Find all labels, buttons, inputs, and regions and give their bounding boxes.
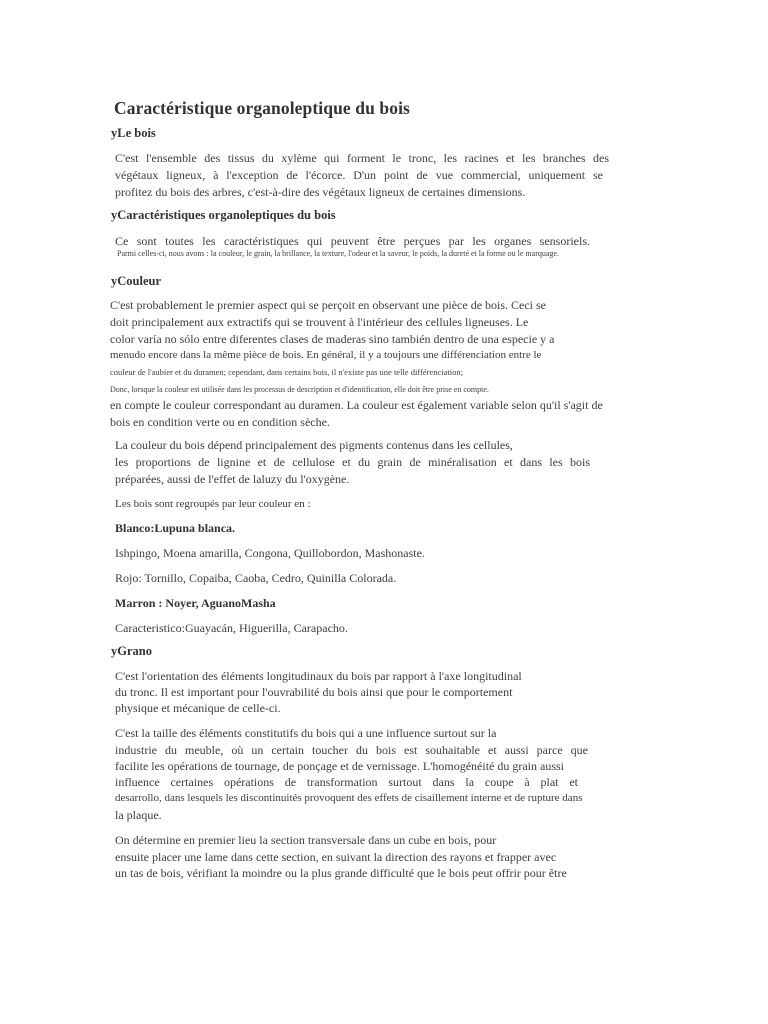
- paragraph-line: industrie du meuble, où un certain toucher du bois est souhaitable et aussi parce que: [115, 743, 588, 757]
- paragraph-line: influence certaines opérations de transformation surtout dans la coupe à plat et: [115, 775, 578, 789]
- paragraph-line: On détermine en premier lieu la section transversale dans un cube en bois, pour: [115, 833, 497, 847]
- paragraph-line: ensuite placer une lame dans cette section, en suivant la direction des rayons et frapper avec: [115, 850, 557, 864]
- paragraph-line: profitez du bois des arbres, c'est-à-dire des végétaux ligneux de certaines dimensions.: [115, 185, 526, 199]
- paragraph-line-small: couleur de l'aubier et du duramen; cependant, dans certains bois, il n'existe pas une telle différenciation;: [110, 367, 463, 377]
- color-group-rojo: Rojo: Tornillo, Copaiba, Caoba, Cedro, Quinilla Colorada.: [115, 571, 397, 585]
- color-group-amarillo: Ishpingo, Moena amarilla, Congona, Quillobordon, Mashonaste.: [115, 546, 425, 560]
- section-heading-grano: yGrano: [111, 644, 152, 658]
- paragraph-line: C'est l'ensemble des tissus du xylème qui forment le tronc, les racines et les branches des: [115, 151, 609, 165]
- section-heading-couleur: yCouleur: [111, 274, 161, 288]
- paragraph-line: Les bois sont regroupés par leur couleur en :: [115, 498, 311, 510]
- paragraph-line: les proportions de lignine et de cellulose et du grain de minéralisation et dans les bois: [115, 455, 590, 469]
- page-title: Caractéristique organoleptique du bois: [114, 98, 410, 118]
- paragraph-line: bois en condition verte ou en condition sèche.: [110, 415, 330, 429]
- section-heading-caracteristiques: yCaractéristiques organoleptiques du bois: [111, 208, 336, 222]
- color-group-marron: Marron : Noyer, AguanoMasha: [115, 596, 276, 610]
- paragraph-line-small: Parmi celles-ci, nous avons : la couleur, le grain, la brillance, la texture, l'odeur et la saveur, le poids, la dureté et la forme ou le marquage.: [117, 249, 559, 258]
- paragraph-line: physique et mécanique de celle-ci.: [115, 701, 281, 715]
- paragraph-line: facilite les opérations de tournage, de ponçage et de vernissage. L'homogénéité du grain aussi: [115, 759, 565, 773]
- paragraph-line-small: Donc, lorsque la couleur est utilisée dans les processus de description et d'identification, elle doit être prise en compte.: [110, 385, 489, 394]
- paragraph-line: C'est probablement le premier aspect qui se perçoit en observant une pièce de bois. Ceci se: [110, 298, 547, 312]
- paragraph-line: préparées, aussi de l'effet de laluzy du l'oxygène.: [115, 472, 350, 486]
- paragraph-line: C'est l'orientation des éléments longitudinaux du bois par rapport à l'axe longitudinal: [115, 669, 522, 683]
- paragraph-line: menudo encore dans la même pièce de bois. En général, il y a toujours une différenciation entre le: [110, 349, 542, 361]
- color-group-caracteristico: Caracteristico:Guayacán, Higuerilla, Carapacho.: [115, 621, 348, 635]
- paragraph-line: C'est la taille des éléments constitutifs du bois qui a une influence surtout sur la: [115, 726, 497, 740]
- paragraph-line: color varía no sólo entre diferentes clases de maderas sino también dentro de una especie y a: [110, 332, 555, 346]
- paragraph-line: desarrollo, dans lesquels les discontinuités provoquent des effets de cisaillement interne et de rupture dans: [115, 792, 583, 804]
- paragraph-line: La couleur du bois dépend principalement des pigments contenus dans les cellules,: [115, 438, 513, 452]
- paragraph-line: végétaux ligneux, à l'exception de l'écorce. D'un point de vue commercial, uniquement se: [115, 168, 603, 182]
- paragraph-line: doit principalement aux extractifs qui se trouvent à l'intérieur des cellules ligneuses. Le: [110, 315, 529, 329]
- color-group-blanco: Blanco:Lupuna blanca.: [115, 521, 236, 535]
- paragraph-line: la plaque.: [115, 808, 162, 822]
- paragraph-line: un tas de bois, vérifiant la moindre ou la plus grande difficulté que le bois peut offrir pour être: [115, 866, 567, 880]
- paragraph-line: en compte le couleur correspondant au duramen. La couleur est également variable selon qu'il s'agit de: [110, 398, 603, 412]
- section-heading-le-bois: yLe bois: [111, 126, 156, 140]
- paragraph-line: du tronc. Il est important pour l'ouvrabilité du bois ainsi que pour le comportement: [115, 685, 513, 699]
- paragraph-line: Ce sont toutes les caractéristiques qui peuvent être perçues par les organes sensoriels.: [115, 234, 590, 248]
